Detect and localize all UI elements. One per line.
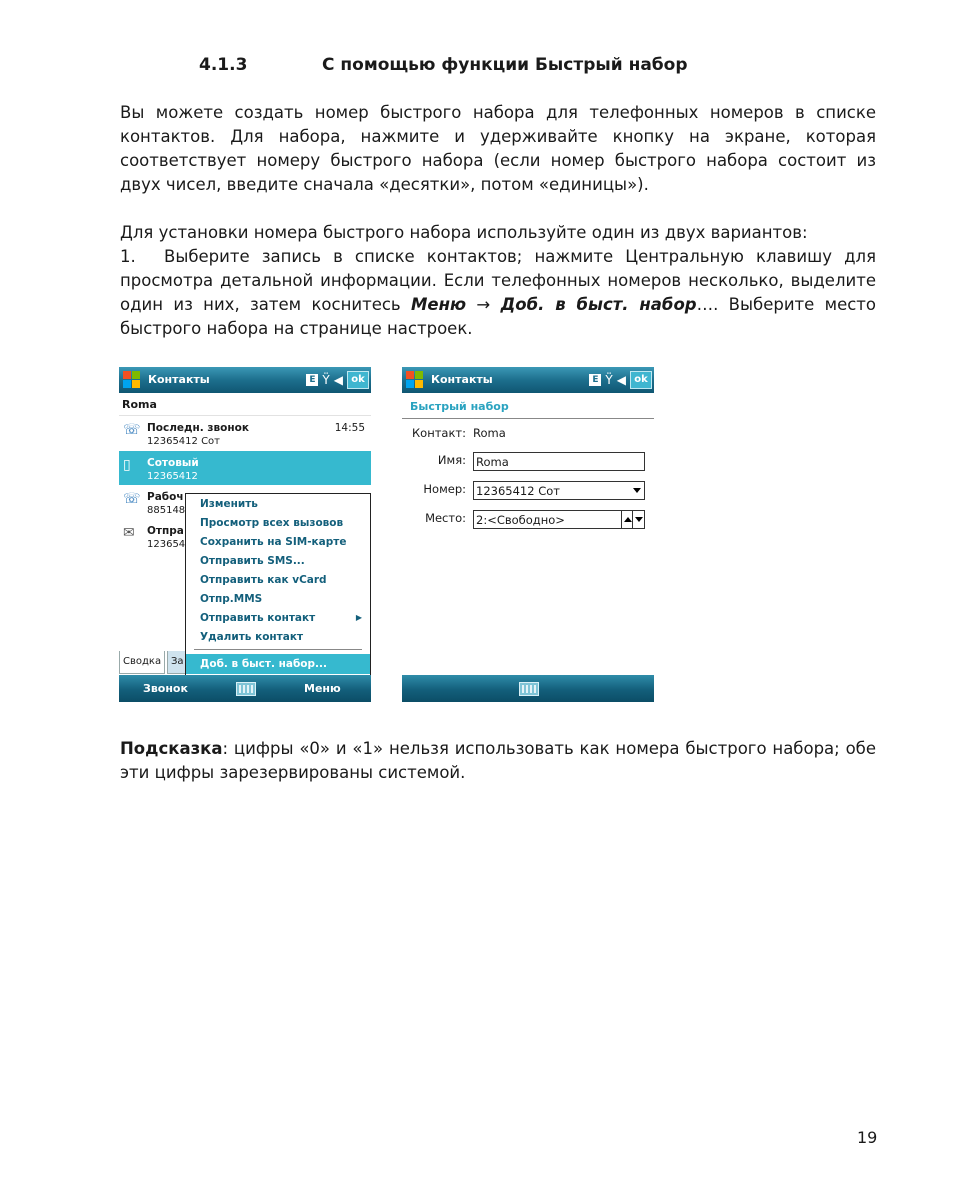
contact-value: Roma xyxy=(473,426,506,440)
window-title: Контакты xyxy=(148,373,210,386)
header-divider xyxy=(402,418,654,419)
step-number: 1. xyxy=(120,247,136,266)
softkey-bar xyxy=(402,675,654,702)
window-title: Контакты xyxy=(431,373,493,386)
menu-item-delete-contact[interactable]: Удалить контакт xyxy=(200,631,304,643)
windows-start-icon[interactable] xyxy=(406,371,424,389)
options-paragraph xyxy=(120,221,876,341)
mobile-phone-icon: ▯ xyxy=(123,457,131,473)
row-label: Отпра xyxy=(147,525,184,537)
row-value: 12365412 xyxy=(147,471,198,482)
title-bar xyxy=(402,367,654,393)
row-value: 12365412 Сот xyxy=(147,436,221,447)
section-number: 4.1.3 xyxy=(199,55,248,75)
contacts-screen xyxy=(119,367,371,702)
ok-button[interactable]: ok xyxy=(630,371,652,389)
speed-dial-screen xyxy=(402,367,654,702)
row-value: 885148 xyxy=(147,505,186,516)
contact-name: Roma xyxy=(122,398,157,411)
status-icons xyxy=(589,370,652,390)
step-1 xyxy=(120,245,876,341)
name-field[interactable]: Roma xyxy=(473,452,645,471)
step-arrow: → xyxy=(476,295,491,314)
number-select[interactable] xyxy=(473,481,645,500)
signal-icon: Ÿ xyxy=(605,373,613,387)
menu-item-edit[interactable]: Изменить xyxy=(200,498,258,510)
page-number: 19 xyxy=(857,1128,878,1147)
intro-text: Вы можете создать номер быстрого набора для телефонных номеров в списке контактов. Для набора, нажмите и удерживайте кнопку на экране, которая соответствует номеру быстрого набора (если номер быстрого набора состоит из двух чисел, введите сначала «десятки», потом «единицы»). xyxy=(120,103,876,194)
number-label: Номер: xyxy=(423,482,466,496)
section-title: С помощью функции Быстрый набор xyxy=(322,55,688,75)
menu-item-send-sms[interactable]: Отправить SMS... xyxy=(200,555,305,567)
menu-item-send-vcard[interactable]: Отправить как vCard xyxy=(200,574,327,586)
tip xyxy=(120,737,876,785)
status-icons xyxy=(306,370,369,390)
tab-summary[interactable]: Сводка xyxy=(119,651,165,674)
row-label: Рабоч xyxy=(147,491,184,503)
number-value: 12365412 Сот xyxy=(476,484,560,498)
contact-label: Контакт: xyxy=(412,426,466,440)
row-label: Сотовый xyxy=(147,457,199,469)
step-menu: Меню xyxy=(411,295,467,314)
tip-text: : цифры «0» и «1» нельзя использовать как номера быстрого набора; обе эти цифры зарезервированы системой. xyxy=(120,739,876,782)
edge-icon: E xyxy=(306,374,318,386)
menu-item-view-calls[interactable]: Просмотр всех вызовов xyxy=(200,517,344,529)
softkey-call[interactable]: Звонок xyxy=(143,682,188,695)
row-time: 14:55 xyxy=(334,422,365,434)
menu-item-add-speed-dial[interactable] xyxy=(186,654,370,674)
list-item-mobile[interactable] xyxy=(119,451,371,485)
submenu-arrow-icon: ▶ xyxy=(355,613,362,622)
spin-down-icon[interactable] xyxy=(632,511,644,528)
speed-dial-header: Быстрый набор xyxy=(410,400,509,413)
menu-item-send-mms[interactable]: Отпр.MMS xyxy=(200,593,263,605)
menu-item-label: Доб. в быст. набор... xyxy=(200,658,327,670)
windows-start-icon[interactable] xyxy=(123,371,141,389)
title-bar xyxy=(119,367,371,393)
menu-divider xyxy=(194,649,362,650)
place-value: 2:<Свободно> xyxy=(476,513,565,527)
softkey-menu[interactable]: Меню xyxy=(304,682,341,695)
place-label: Место: xyxy=(425,511,466,525)
name-label: Имя: xyxy=(437,453,466,467)
edge-icon: E xyxy=(589,374,601,386)
step-text-a: Выберите запись в списке контактов; нажмите Центральную клавишу для просмотра детальной информации. Если телефонных номеров несколько, выделите один из них, затем коснитесь xyxy=(120,247,876,314)
row-value: 123654 xyxy=(147,539,186,550)
ok-button[interactable]: ok xyxy=(347,371,369,389)
context-menu xyxy=(185,493,371,679)
tab-notes[interactable]: За xyxy=(167,651,188,674)
softkey-bar xyxy=(119,675,371,702)
message-icon: ✉ xyxy=(123,525,135,541)
volume-icon[interactable]: ◀ xyxy=(616,373,626,387)
volume-icon[interactable]: ◀ xyxy=(333,373,343,387)
dropdown-arrow-icon[interactable] xyxy=(633,488,641,493)
signal-icon: Ÿ xyxy=(322,373,330,387)
step-action: Доб. в быст. набор xyxy=(500,295,697,314)
keyboard-icon[interactable] xyxy=(236,682,256,696)
list-item-last-call[interactable] xyxy=(119,416,371,450)
phone-icon: ☏ xyxy=(123,422,141,438)
intro-paragraph xyxy=(120,101,876,197)
row-label: Последн. звонок xyxy=(147,422,249,434)
step-text-b: …. Выберите место быстрого набора на странице настроек. xyxy=(120,295,877,338)
place-spinner[interactable] xyxy=(473,510,645,529)
work-phone-icon: ☏ xyxy=(123,491,141,507)
keyboard-icon[interactable] xyxy=(519,682,539,696)
tip-paragraph xyxy=(120,737,876,785)
tip-label: Подсказка xyxy=(120,739,223,758)
options-intro: Для установки номера быстрого набора используйте один из двух вариантов: xyxy=(120,223,808,242)
menu-item-send-contact[interactable]: Отправить контакт xyxy=(200,612,316,624)
menu-item-save-sim[interactable]: Сохранить на SIM-карте xyxy=(200,536,347,548)
